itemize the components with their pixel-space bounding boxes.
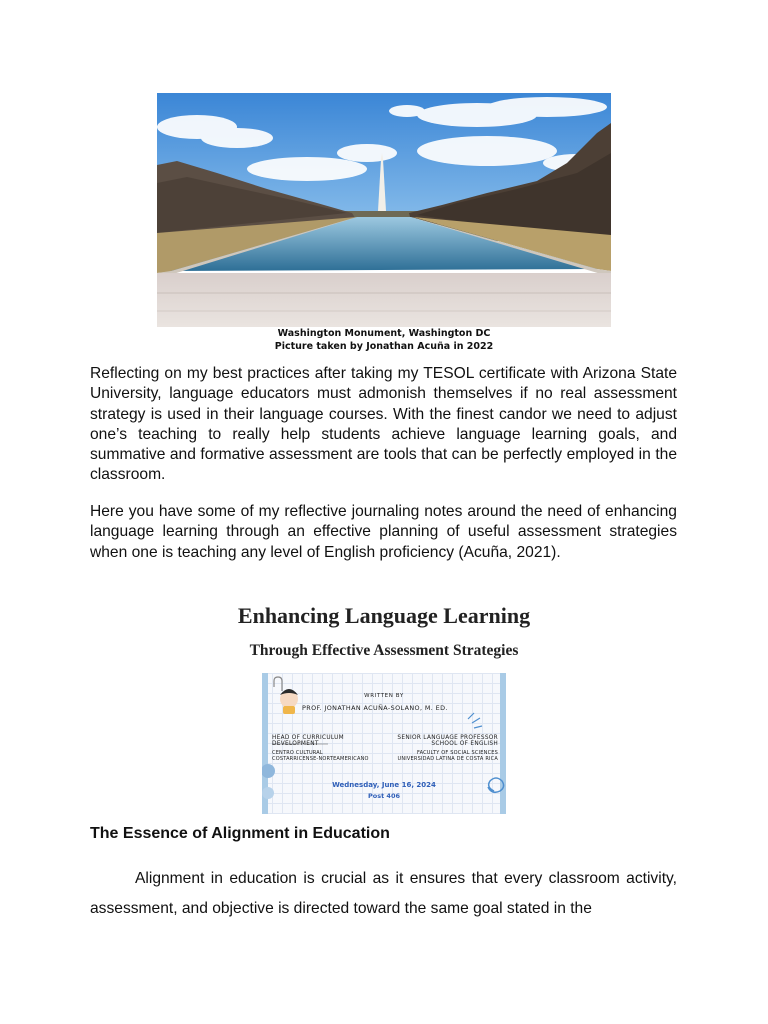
banner-left-org: CENTRO CULTURAL COSTARRICENSE-NORTEAMERICANO bbox=[272, 750, 369, 762]
photo-caption-title: Washington Monument, Washington DC bbox=[277, 328, 491, 339]
banner-right-role: SENIOR LANGUAGE PROFESSOR SCHOOL OF ENGLISH bbox=[397, 735, 498, 748]
banner-date: Wednesday, June 16, 2024 bbox=[332, 781, 436, 789]
journaling-paragraph: Here you have some of my reflective journaling notes around the need of enhancing language learning through an effective planning of useful assessment strategies when one is teaching any level of English proficiency (Acuña, 2021). bbox=[90, 503, 677, 561]
banner-author: PROF. JONATHAN ACUÑA-SOLANO, M. ED. bbox=[302, 704, 448, 712]
article-subtitle: Through Effective Assessment Strategies bbox=[249, 642, 519, 659]
banner-written-by: WRITTEN BY bbox=[364, 693, 404, 699]
author-banner bbox=[262, 673, 506, 814]
banner-post-number: Post 406 bbox=[367, 792, 401, 800]
article-title: Enhancing Language Learning bbox=[237, 603, 531, 628]
section-heading: The Essence of Alignment in Education bbox=[90, 825, 390, 842]
intro-paragraph: Reflecting on my best practices after taking my TESOL certificate with Arizona State University, language educators must admonish themselves if no real assessment strategy is used in their language courses. With the finest candor we need to adjust one’s teaching to really help students achieve language learning goals, and summative and formative assessment are tools that can be perfectly employed in the classroom. bbox=[90, 365, 677, 484]
banner-left-role: HEAD OF CURRICULUM DEVELOPMENT bbox=[272, 735, 344, 748]
washington-monument-photo bbox=[157, 93, 611, 327]
banner-right-org: FACULTY OF SOCIAL SCIENCES UNIVERSIDAD LATINA DE COSTA RICA bbox=[397, 750, 498, 762]
section-paragraph: Alignment in education is crucial as it ensures that every classroom activity, assessment, and objective is directed toward the same goal stated in the bbox=[90, 870, 677, 917]
photo-caption-credit: Picture taken by Jonathan Acuña in 2022 bbox=[274, 341, 494, 352]
